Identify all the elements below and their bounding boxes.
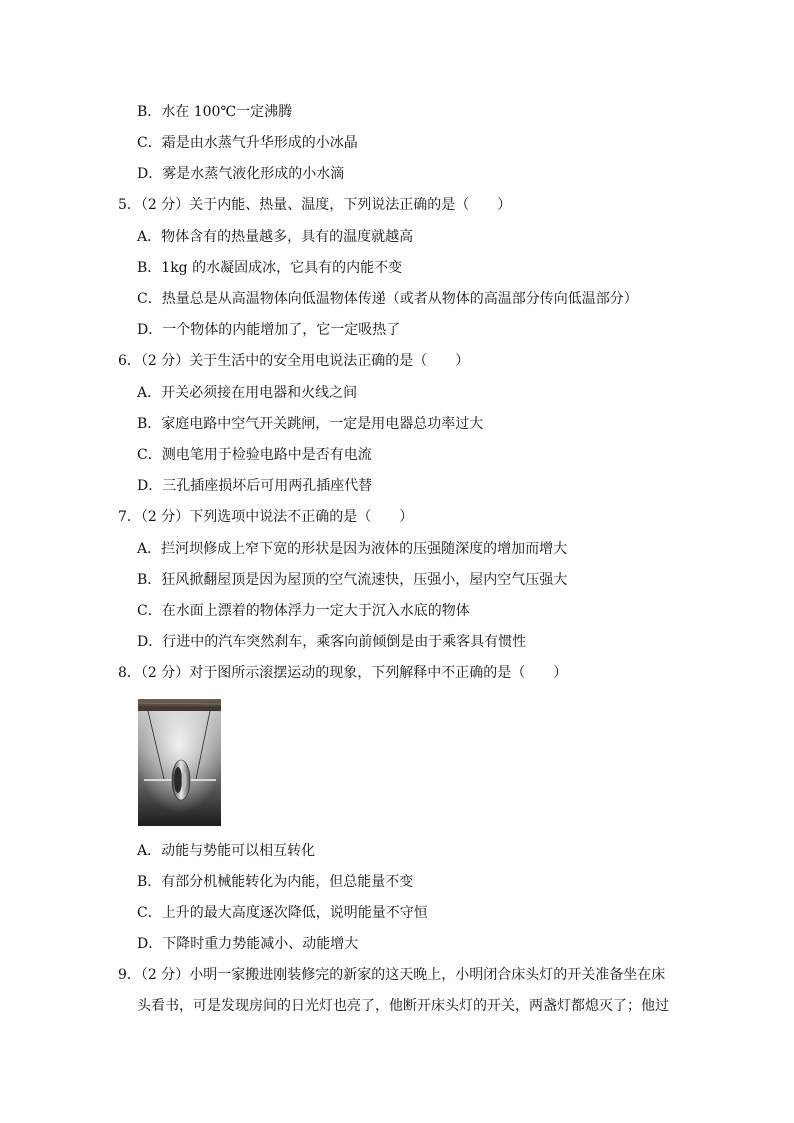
option-6c: C．测电笔用于检验电路中是否有电流 xyxy=(137,447,372,463)
option-5c: C．热量总是从高温物体向低温物体传递（或者从物体的高温部分传向低温部分） xyxy=(137,291,638,307)
question-6: 6．（2 分）关于生活中的安全用电说法正确的是（ ） xyxy=(118,353,470,369)
question-5: 5．（2 分）关于内能、热量、温度，下列说法正确的是（ ） xyxy=(118,197,512,213)
option-7d: D．行进中的汽车突然刹车，乘客向前倾倒是由于乘客具有惯性 xyxy=(137,634,527,650)
option-6b: B．家庭电路中空气开关跳闸，一定是用电器总功率过大 xyxy=(137,416,484,432)
question-7: 7．（2 分）下列选项中说法不正确的是（ ） xyxy=(118,509,414,525)
option-7b: B．狂风掀翻屋顶是因为屋顶的空气流速快，压强小，屋内空气压强大 xyxy=(137,572,568,588)
option-4c: C．霜是由水蒸气升华形成的小冰晶 xyxy=(137,135,358,151)
option-6a: A．开关必须接在用电器和火线之间 xyxy=(137,385,358,401)
question-9: 9．（2 分）小明一家搬进刚装修完的新家的这天晚上，小明闭合床头灯的开关准备坐在床 xyxy=(118,967,666,983)
option-8b: B．有部分机械能转化为内能，但总能量不变 xyxy=(137,874,414,890)
option-5a: A．物体含有的热量越多，具有的温度就越高 xyxy=(137,229,414,245)
question-8: 8．（2 分）对于图所示滚摆运动的现象，下列解释中不正确的是（ ） xyxy=(118,665,568,681)
question-9-continued: 头看书，可是发现房间的日光灯也亮了，他断开床头灯的开关，两盏灯都熄灭了；他过 xyxy=(137,998,669,1014)
option-4d: D．雾是水蒸气液化形成的小水滴 xyxy=(137,166,345,182)
option-8c: C．上升的最大高度逐次降低，说明能量不守恒 xyxy=(137,905,428,921)
option-7c: C．在水面上漂着的物体浮力一定大于沉入水底的物体 xyxy=(137,603,470,619)
option-5d: D．一个物体的内能增加了，它一定吸热了 xyxy=(137,322,401,338)
option-4b: B．水在 100℃一定沸腾 xyxy=(137,104,293,120)
option-7a: A．拦河坝修成上窄下宽的形状是因为液体的压强随深度的增加而增大 xyxy=(137,541,568,557)
option-8d: D．下降时重力势能减小、动能增大 xyxy=(137,936,359,952)
option-5b: B．1kg 的水凝固成冰，它具有的内能不变 xyxy=(137,260,403,276)
option-6d: D．三孔插座损坏后可用两孔插座代替 xyxy=(137,478,373,494)
maxwell-pendulum-figure xyxy=(138,699,221,826)
option-8a: A．动能与势能可以相互转化 xyxy=(137,843,316,859)
